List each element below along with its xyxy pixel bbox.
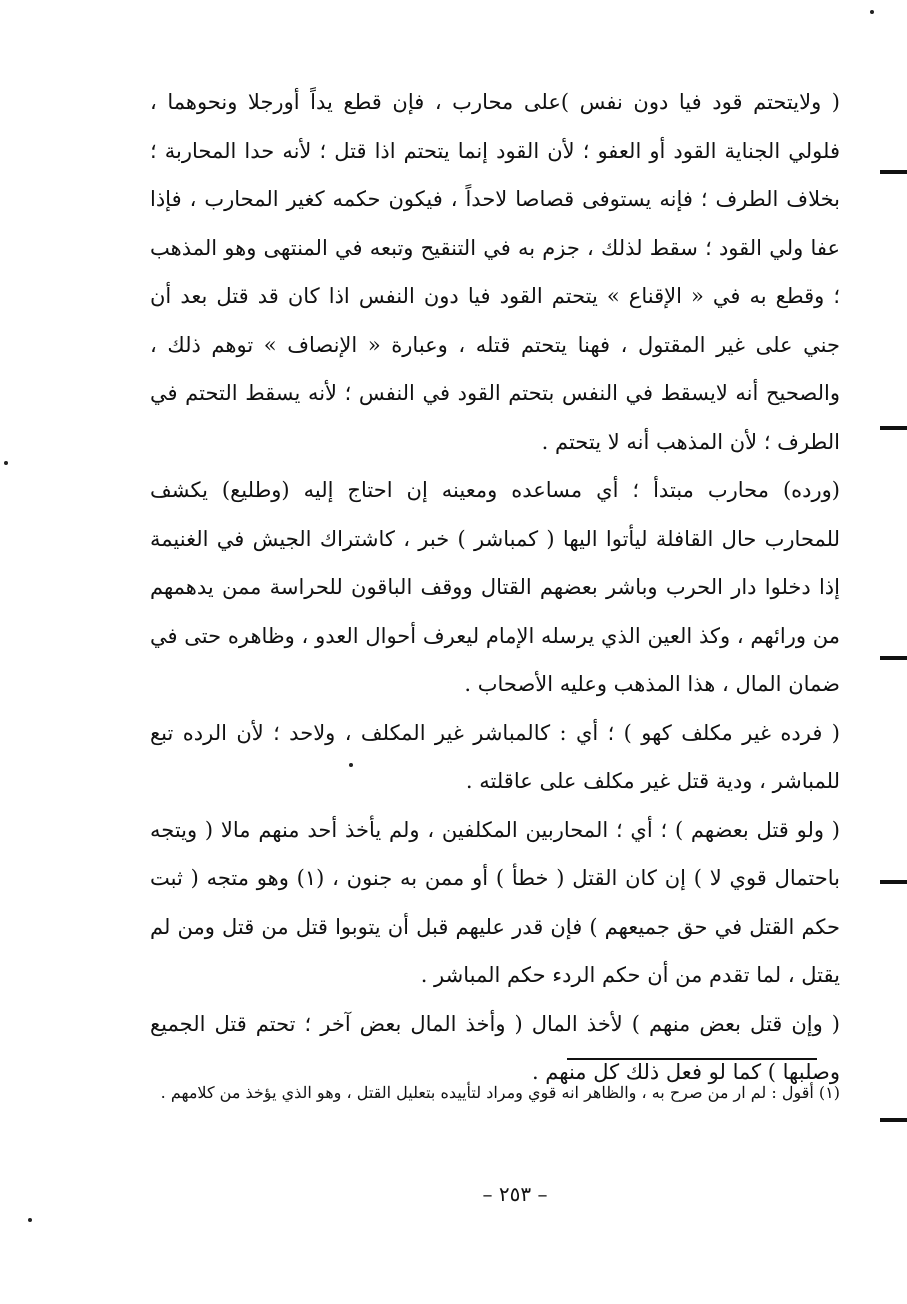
scan-margin-mark	[880, 656, 907, 660]
scan-margin-mark	[880, 426, 907, 430]
main-text	[150, 78, 840, 1097]
scan-speck	[870, 10, 874, 14]
footnote-divider	[567, 1058, 817, 1060]
scan-speck	[28, 1218, 32, 1222]
page-number: – ٢٥٣ –	[482, 1182, 548, 1206]
paragraph-1: ( ولايتحتم قود فيا دون نفس )على محارب ، فإن قطع يداً أورجلا ونحوهما ، فلولي الجناية القود أو العفو ؛ لأن القود إنما يتحتم اذا قتل ؛ لأنه حدا المحاربة ؛ بخلاف الطرف ؛ فإنه يستوفى قصاصا لاحداً ، فيكون حكمه كغير المحارب ، فإذا عفا ولي القود ؛ سقط لذلك ، جزم به في التنقيح وتبعه في المنتهى وهو المذهب ؛ وقطع به في « الإقناع » يتحتم القود فيا دون النفس اذا كان قد قتل بعد أن جني على غير المقتول ، فهنا يتحتم قتله ، وعبارة « الإنصاف » توهم ذلك ، والصحيح أنه لايسقط في النفس بتحتم القود في النفس ؛ لأنه يسقط التحتم في الطرف ؛ لأن المذهب أنه لا يتحتم .	[150, 90, 840, 454]
footnote: (١) أقول : لم ار من صرح به ، والظاهر انه قوي ومراد لتأييده بتعليل القتل ، وهو الذي يؤخذ من كلامهم .	[160, 1083, 840, 1102]
paragraph-2: (ورده) محارب مبتدأ ؛ أي مساعده ومعينه إن احتاج إليه (وطليع) يكشف للمحارب حال القافلة ليأتوا اليها ( كمباشر ) خبر ، كاشتراك الجيش في الغنيمة إذا دخلوا دار الحرب وباشر بعضهم القتال ووقف الباقون للحراسة ممن يدهمهم من ورائهم ، وكذ العين الذي يرسله الإمام ليعرف أحوال العدو ، وظاهره حتى في ضمان المال ، هذا المذهب وعليه الأصحاب .	[150, 478, 840, 696]
paragraph-4: ( ولو قتل بعضهم ) ؛ أي ؛ المحاربين المكلفين ، ولم يأخذ أحد منهم مالا ( ويتجه باحتمال قوي لا ) إن كان القتل ( خطأ ) أو ممن به جنون ، (١) وهو متجه ( ثبت حكم القتل في حق جميعهم ) فإن قدر عليهم قبل أن يتوبوا قتل من قتل ومن لم يقتل ، لما تقدم من أن حكم الردء حكم المباشر .	[150, 817, 840, 987]
scan-speck	[4, 461, 8, 465]
paragraph-3: ( فرده غير مكلف كهو ) ؛ أي : كالمباشر غير المكلف ، ولاحد ؛ لأن الرده تبع للمباشر ، ودية قتل غير مكلف على عاقلته .	[150, 720, 840, 793]
scan-margin-mark	[880, 1118, 907, 1122]
scan-margin-mark	[880, 170, 907, 174]
scan-margin-mark	[880, 880, 907, 884]
paragraph-5: ( وإن قتل بعض منهم ) لأخذ المال ( وأخذ المال بعض آخر ؛ تحتم قتل الجميع وصلبها ) كما لو فعل ذلك كل منهم .	[150, 1011, 840, 1084]
scan-speck	[349, 763, 353, 767]
